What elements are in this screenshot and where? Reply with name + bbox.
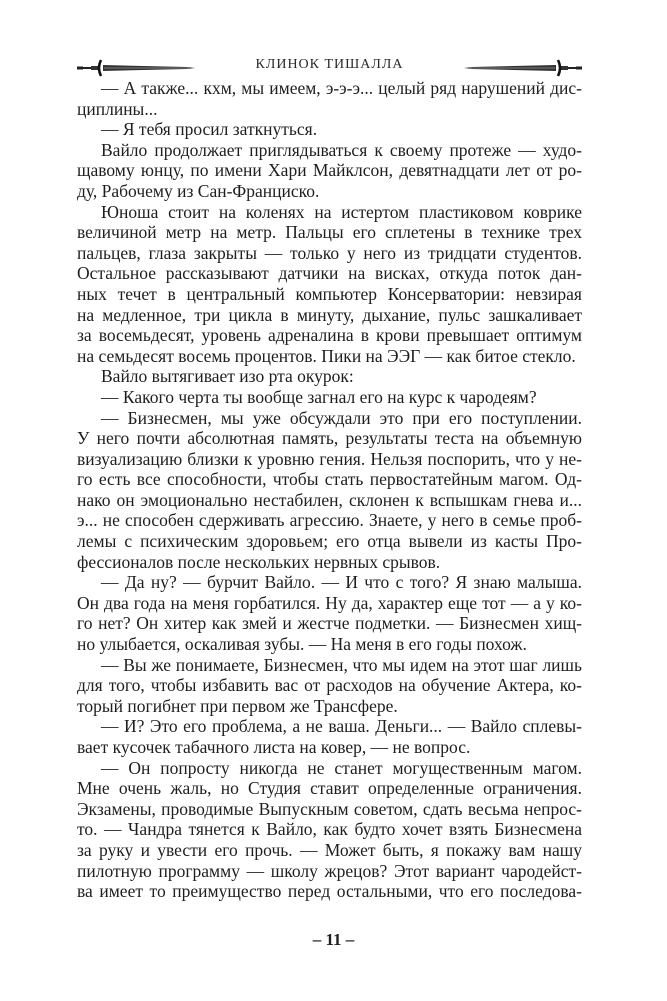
text-line-content: на медленное, три цикла в минуту, дыхание, пульс зашкаливает — [77, 304, 582, 325]
text-line — [77, 861, 582, 882]
text-line — [77, 243, 582, 264]
text-line-content: визуализацию близки к уровню гения. Нельзя поспорить, что у не- — [77, 448, 582, 469]
text-line — [77, 140, 582, 161]
text-line-content: циплины... — [77, 98, 158, 119]
text-line — [77, 881, 582, 902]
text-line-content: пальцев, глаза закрыты — только у него из тридцати студентов. — [77, 242, 582, 263]
text-line — [77, 778, 582, 799]
text-line-content: Вайло продолжает приглядываться к своему протеже — худо- — [101, 139, 582, 160]
text-line — [77, 696, 582, 717]
text-line — [77, 572, 582, 593]
text-line-content: торый погибнет при первом же Трансфере. — [77, 695, 398, 716]
text-line-content: щавому юнцу, по имени Хари Майклсон, девятнадцати лет от ро- — [77, 160, 582, 181]
text-line — [77, 510, 582, 531]
text-line — [77, 469, 582, 490]
text-line-content: для того, чтобы избавить вас от расходов на обучение Актера, ко- — [77, 675, 582, 696]
text-line — [77, 799, 582, 820]
text-line-content: Вайло вытягивает изо рта окурок: — [101, 366, 354, 387]
page-body-text — [77, 78, 582, 902]
text-line-content: У него почти абсолютная память, результаты теста на объемную — [77, 428, 582, 449]
text-line — [77, 387, 582, 408]
text-line — [77, 552, 582, 573]
text-line-content: на семьдесят восемь процентов. Пики на ЭЭГ — как битое стекло. — [77, 345, 576, 366]
text-line — [77, 99, 582, 120]
text-line — [77, 840, 582, 861]
text-line-content: пилотную программу — школу жрецов? Этот вариант чародейст- — [77, 860, 582, 881]
text-line-content: — Да ну? — бурчит Вайло. — И что с того? Я знаю малыша. — [101, 572, 582, 593]
text-line — [77, 222, 582, 243]
text-line — [77, 284, 582, 305]
text-line — [77, 325, 582, 346]
text-line — [77, 408, 582, 429]
text-line-content: — Он попросту никогда не станет могущественным магом. — [101, 757, 582, 778]
text-line-content: Остальное рассказывают датчики на висках, откуда поток дан- — [77, 263, 582, 284]
text-line — [77, 202, 582, 223]
text-line-content: Мне очень жаль, но Студия ставит определенные ограничения. — [77, 778, 582, 799]
text-line-content: ных течет в центральный компьютер Консерватории: невзирая — [77, 283, 582, 304]
text-line-content: — А также... кхм, мы имеем, э-э-э... целый ряд нарушений дис- — [101, 78, 582, 98]
text-line — [77, 346, 582, 367]
text-line — [77, 160, 582, 181]
text-line — [77, 655, 582, 676]
text-line-content: нако он эмоционально нестабилен, склонен к вспышкам гнева и... — [77, 489, 582, 510]
text-line — [77, 78, 582, 99]
text-line — [77, 613, 582, 634]
text-line-content: э... не способен сдерживать агрессию. Знаете, у него в семье проб- — [77, 510, 582, 531]
text-line — [77, 428, 582, 449]
text-line — [77, 263, 582, 284]
text-line-content: величиной метр на метр. Пальцы его сплетены в технике трех — [77, 222, 582, 243]
text-line-content: ва имеет то преимущество перед остальными, что его последова- — [77, 881, 582, 902]
text-line-content: Экзамены, проводимые Выпускным советом, сдать весьма непрос- — [77, 798, 582, 819]
text-line — [77, 737, 582, 758]
text-line — [77, 634, 582, 655]
text-line-content: вает кусочек табачного листа на ковер, — не вопрос. — [77, 737, 471, 757]
text-line — [77, 366, 582, 387]
text-line — [77, 531, 582, 552]
text-line-content: го есть все способности, чтобы стать первостатейным магом. Од- — [77, 469, 582, 490]
text-line-content: — Вы же понимаете, Бизнесмен, что мы идем на этот шаг лишь — [101, 654, 582, 675]
text-line-content: фессионалов после нескольких нервных срывов. — [77, 551, 441, 572]
sword-icon — [462, 58, 582, 78]
book-title: КЛИНОК ТИШАЛЛА — [255, 57, 404, 72]
running-header — [77, 54, 582, 80]
text-line-content: но улыбается, оскаливая зубы. — На меня в его годы похож. — [77, 634, 527, 655]
text-line — [77, 449, 582, 470]
text-line-content: — И? Это его проблема, а не ваша. Деньги... — Вайло сплевы- — [101, 716, 582, 737]
text-line — [77, 181, 582, 202]
text-line — [77, 758, 582, 779]
text-line-content: за восемьдесят, уровень адреналина в крови превышает оптимум — [77, 325, 582, 346]
text-line-content: Он два года на меня горбатился. Ну да, характер еще тот — а у ко- — [77, 592, 582, 613]
text-line-content: то. — Чандра тянется к Вайло, как будто хочет взять Бизнесмена — [77, 819, 582, 840]
text-line-content: — Я тебя просил заткнуться. — [101, 119, 318, 140]
text-line-content: ду, Рабочему из Сан-Франциско. — [77, 180, 320, 201]
text-line — [77, 119, 582, 140]
text-line-content: за руку и увести его прочь. — Может быть, я покажу вам нашу — [77, 839, 582, 860]
text-line — [77, 819, 582, 840]
text-line — [77, 305, 582, 326]
page-number: – 11 – — [312, 930, 355, 949]
text-line — [77, 716, 582, 737]
text-line-content: лемы с психическим здоровьем; его отца вывели из касты Про- — [77, 531, 582, 552]
text-line — [77, 593, 582, 614]
text-line — [77, 490, 582, 511]
text-line-content: Юноша стоит на коленях на истертом пластиковом коврике — [101, 201, 582, 222]
text-line-content: го нет? Он хитер как змей и жестче подметки. — Бизнесмен хищ- — [77, 613, 582, 634]
text-line-content: — Бизнесмен, мы уже обсуждали это при его поступлении. — [101, 407, 582, 428]
text-line — [77, 675, 582, 696]
text-line-content: — Какого черта ты вообще загнал его на курс к чародеям? — [101, 386, 537, 407]
